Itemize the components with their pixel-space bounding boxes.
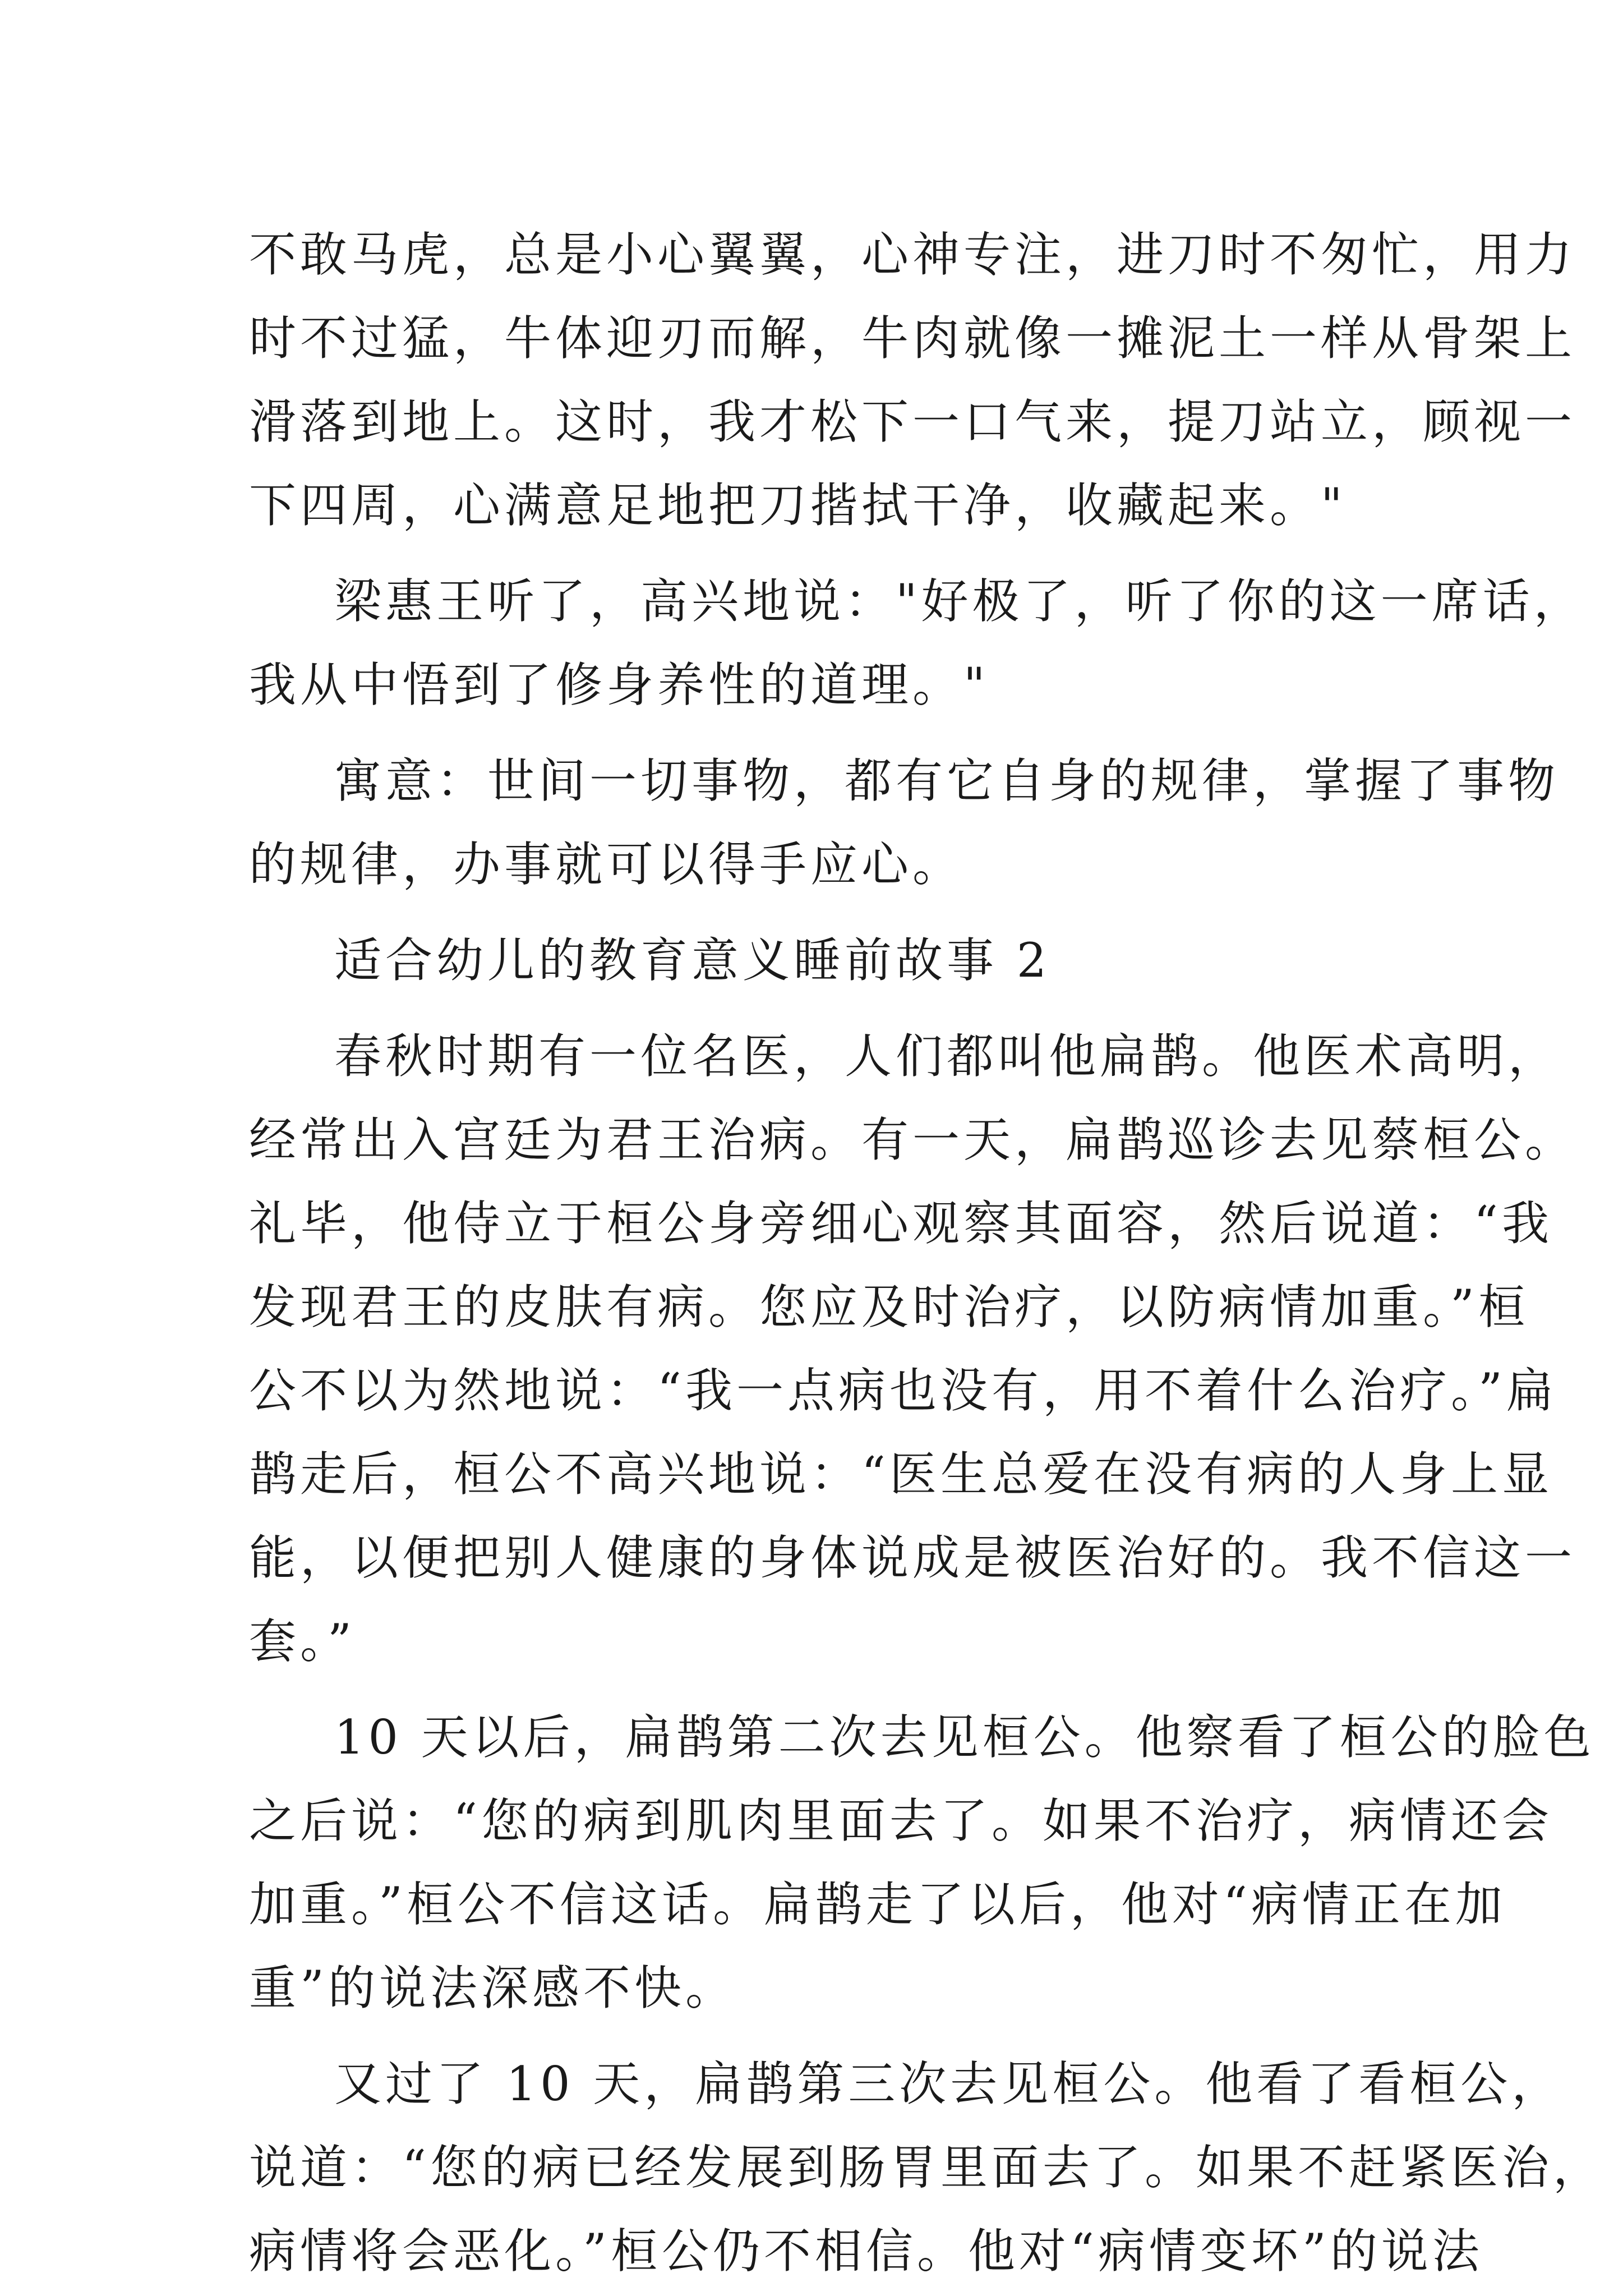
text-line: 套。” <box>249 1614 356 1669</box>
text-line: 说道：“您的病已经发展到肠胃里面去了。如果不赶紧医治， <box>249 2140 1604 2195</box>
document-body <box>249 213 1604 2293</box>
text-line: 下四周，心满意足地把刀揩拭干净，收藏起来。" <box>249 478 1347 533</box>
text-line: 滑落到地上。这时，我才松下一口气来，提刀站立，顾视一 <box>249 394 1576 449</box>
text-line: 春秋时期有一位名医，人们都叫他扁鹊。他医术高明， <box>334 1029 1560 1084</box>
text-line: 的规律，办事就可以得手应心。 <box>249 837 964 892</box>
section-heading <box>249 919 1376 1002</box>
text-line: 寓意：世间一切事物，都有它自身的规律，掌握了事物 <box>334 753 1560 808</box>
text-line: 我从中悟到了修身养性的道理。" <box>249 657 989 712</box>
text-line: 不敢马虎，总是小心翼翼，心神专注，进刀时不匆忙，用力 <box>249 227 1576 282</box>
text-line: 礼毕，他侍立于桓公身旁细心观察其面容，然后说道：“我 <box>249 1196 1553 1251</box>
text-line: 能，以便把别人健康的身体说成是被医治好的。我不信这一 <box>249 1530 1576 1585</box>
text-line: 经常出入宫廷为君王治病。有一天，扁鹊巡诊去见蔡桓公。 <box>249 1112 1576 1167</box>
heading-text: 适合幼儿的教育意义睡前故事 2 <box>334 933 1051 988</box>
paragraph-moral <box>249 739 1560 907</box>
text-line: 鹊走后，桓公不高兴地说：“医生总爱在没有病的人身上显 <box>249 1447 1553 1502</box>
text-line: 时不过猛，牛体迎刃而解，牛肉就像一摊泥土一样从骨架上 <box>249 311 1576 366</box>
text-line: 之后说：“您的病到肌肉里面去了。如果不治疗，病情还会 <box>249 1793 1553 1848</box>
text-line: 又过了 10 天，扁鹊第三次去见桓公。他看了看桓公， <box>334 2056 1563 2111</box>
text-line: 加重。”桓公不信这话。扁鹊走了以后，他对“病情正在加 <box>249 1877 1506 1932</box>
paragraph-third-visit <box>249 2042 1604 2293</box>
paragraph-bianque-intro <box>249 1015 1576 1683</box>
text-line: 发现君王的皮肤有病。您应及时治疗，以防病情加重。”桓 <box>249 1280 1529 1335</box>
paragraph-continuation <box>249 213 1576 547</box>
paragraph-second-visit <box>249 1696 1595 2030</box>
text-line: 梁惠王听了，高兴地说："好极了，听了你的这一席话， <box>334 574 1585 629</box>
paragraph-king-reply <box>249 560 1585 727</box>
text-line: 10 天以后，扁鹊第二次去见桓公。他察看了桓公的脸色 <box>334 1710 1595 1765</box>
text-line: 公不以为然地说：“我一点病也没有，用不着什么治疗。”扁 <box>249 1363 1557 1418</box>
text-line: 重”的说法深感不快。 <box>249 1961 736 2016</box>
text-line: 病情将会恶化。”桓公仍不相信。他对“病情变坏”的说法 <box>249 2224 1483 2279</box>
